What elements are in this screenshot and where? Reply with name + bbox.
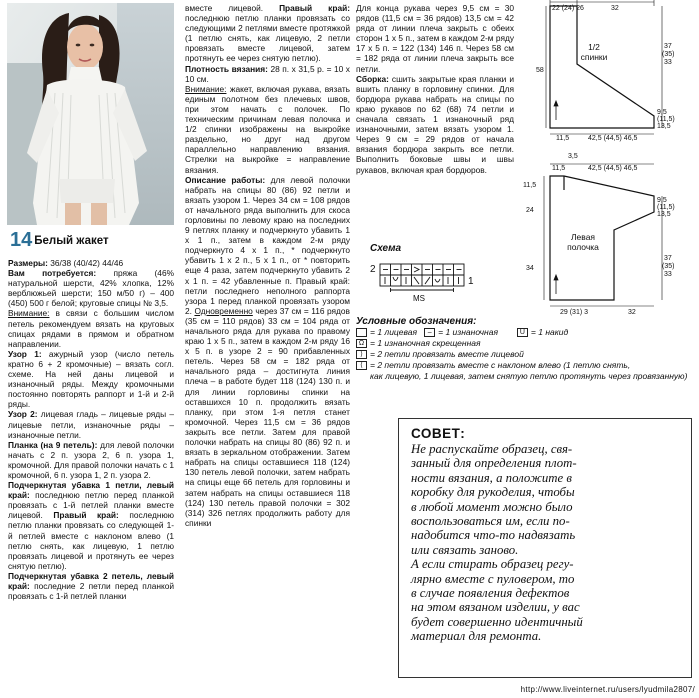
legend-row-1: [356, 338, 696, 349]
advice-title: СОВЕТ:: [411, 426, 466, 441]
assembly-value: сшить закрытые края планки и вшить планку в горловину спинки. Для бордюра рукава набрать на спицы по краю рукавов по 62 (68) 74 петли и сначала связать 1 изнаночный ряд изнаночными, затем вязать узором 1. Через 9 см = 29 рядов от начала вязания бордюра закрыть все петли. Выполнить боковые швы и швы рукавов, включая края бордюров.: [356, 73, 514, 175]
legend-row-3: [356, 360, 696, 371]
pattern1-value: ажурный узор (число петель кратно 6 + 2 кромочные) – вязать согл. схеме. На ней даны лицевой и изнаночный ряды. Между кромочными постоянно повторять раппорт и 1-й и 2-й ряды.: [8, 348, 174, 410]
decrease2-right-label: Правый край:: [279, 3, 350, 13]
work-value-a: для левой полочки набрать на спицы 80 (86) 92 петли и вязать узором 1. Через 34 см = 108 рядов от начального ряда выполнить для скоса горловины по левому краю на последних 9 петлях планку и подчеркнуто убавить 1 х 1 п., затем в каждом 2-м ряду подчеркнуто 4 х 1 п., * подчеркнуто убавить 1 х 2 п., 5 х 1 п., от * повторить еще 4 раза, затем подчеркнуто убавить 2 х 1 п. = 42 убавленные п. Правый край: петли последнего неполного раппорта узора 1 перед планкой провязать узором 2.: [185, 174, 350, 316]
legend-text-ssk: = 2 петли провязать вместе с наклоном влево (1 петлю снять,: [370, 360, 631, 370]
advice-line: Не распускайте образец, свя-: [411, 442, 573, 456]
plank-value: для левой полочки начать с 2 п. узора 2, 6 п. узора 1, кромочной. Для правой полочки начать с 1 кромочной, 6 п. узора 1, 2 п. узора 2.: [8, 439, 174, 480]
advice-box: [398, 418, 692, 678]
dim-37-front: 37: [664, 255, 672, 262]
decrease1-paragraph: [8, 480, 174, 571]
yarn-over-icon: U: [517, 328, 528, 337]
model-photo-illustration: [7, 3, 174, 225]
decrease2-continued-text: вместе лицевой.: [185, 3, 264, 13]
advice-line: ности вязания, а положите в: [411, 470, 572, 485]
pattern-schematic: [516, 0, 699, 322]
density-paragraph: [185, 64, 350, 84]
dim-29: 29 (31) 3: [560, 309, 589, 316]
front-outline: [550, 176, 654, 300]
decrease1-value: последнюю петлю перед планкой провязать с 1-й петлей планки вместе лицевой.: [8, 490, 174, 521]
dim-58: 58: [536, 67, 544, 74]
knit-stitch-icon: [356, 328, 367, 337]
materials-label: Вам потребуется:: [8, 268, 97, 279]
dim-33-front: 33: [664, 271, 672, 278]
legend-row-4: [356, 371, 696, 382]
back-outline: [550, 6, 654, 128]
simultaneously-label: Одновременно: [194, 305, 253, 316]
advice-line: в любой момент можно было: [411, 499, 573, 514]
legend-text-knit: = 1 лицевая: [370, 327, 418, 337]
dim-32: 32: [611, 5, 619, 12]
decrease2-value: последние 2 петли перед планкой провязать с 1-й петлей планки: [8, 581, 174, 602]
dim-9-5: 9,5: [657, 109, 667, 116]
decrease1-right-label: Правый край:: [53, 510, 119, 521]
dim-9-5-front: 9,5: [657, 197, 667, 204]
attention-label: Внимание:: [8, 308, 50, 319]
dim-22: 22 (24) 26: [552, 5, 584, 12]
advice-line: занный для определения плот-: [411, 456, 577, 471]
sizes-value: 36/38 (40/42) 44/46: [50, 258, 124, 268]
legend-row-0: [356, 327, 696, 338]
materials-value: пряжа (46% натуральной шерсти, 42% хлопка, 12% верблюжьей шерсти; 150 м/50 г) – 400 (450) 500 г белой; круговые спицы № 3,5.: [8, 268, 174, 309]
ms-label: MS: [413, 294, 425, 303]
dim-11-5-front-top: 11,5: [552, 165, 566, 172]
source-url[interactable]: http://www.liveinternet.ru/users/lyudmila2807/: [520, 685, 695, 694]
dim-32-front: 32: [628, 309, 636, 316]
dim-3-5: 3,5: [568, 153, 578, 160]
dim-13-5: 13,5: [657, 123, 671, 130]
attention-value: в связи с большим числом петель рекомендуем вязать на круговых спицах рядами в прямом и обратном направлении.: [8, 308, 174, 349]
dim-11-5-front-left: 11,5: [523, 182, 537, 189]
advice-line: надобится что-то надвязать: [411, 528, 576, 543]
work-paragraph: [185, 175, 350, 528]
work-label: Описание работы:: [185, 174, 266, 185]
ssk-icon: ⟨: [356, 361, 367, 370]
decrease2-label: Подчеркнутая убавка 2 петель, левый край:: [8, 570, 174, 591]
density-value: 28 п. х 31,5 р. = 10 х 10 см.: [185, 63, 350, 84]
dim-37: 37: [664, 43, 672, 50]
twisted-purl-icon: Ω: [356, 339, 367, 348]
dim-34: 34: [526, 265, 534, 272]
purl-stitch-icon: –: [424, 328, 435, 337]
attention2-label: Внимание:: [185, 83, 227, 94]
decrease2-right-value: последнюю петлю планки провязать со следующими 2 петлями вместе протяжкой (1 петлю снять, как лицевую, 2 петли провязать вместе лицевой, затем протянуть ее через снятую петлю).: [185, 13, 350, 64]
attention2-value: жакет, включая рукава, вязать единым полотном без плечевых швов, при этом начать с полочек. По техническим причинам левая полочка и 1/2 спинки изображены на выкройке раздельно, но друг над другом параллельно направлению вязания. Стрелки на выкройке = направление вязания.: [185, 83, 350, 175]
dim-24: 24: [526, 207, 534, 214]
stitch-chart: [364, 238, 524, 320]
instructions-column-1: [8, 258, 174, 698]
row-number-2: 2: [370, 264, 376, 275]
advice-line: лярно вместе с пуловером, то: [411, 571, 575, 586]
dim-35-front: (35): [662, 263, 675, 270]
legend-text-ssk-continued: как лицевую, 1 лицевая, затем снятую петлю протянуть через провязанную): [370, 371, 688, 381]
legend-text-twisted-purl: = 1 изнаночная скрещенная: [370, 338, 481, 348]
instructions-column-2: [185, 3, 350, 698]
legend-row-2: [356, 349, 696, 360]
plank-paragraph: [8, 440, 174, 480]
legend-text-purl: = 1 изнаночная: [438, 327, 499, 337]
density-label: Плотность вязания:: [185, 63, 268, 74]
front-label-line1: Левая: [570, 232, 596, 242]
advice-line: материал для ремонта.: [411, 629, 542, 644]
assembly-label: Сборка:: [356, 73, 389, 84]
materials-paragraph: [8, 268, 174, 308]
sleeve-end-paragraph: Для конца рукава через 9,5 см = 30 рядов (11,5 см = 36 рядов) 13,5 см = 42 ряда от линии плеча закрыть с обеих сторон 1 х 5 п., затем в каждом 2-м ряду 17 х 5 п. = 122 (134) 146 п. Через 58 см = 182 ряда от линии плеча закрыть все петли.: [356, 3, 514, 74]
dim-11-5-back: 11,5: [556, 135, 570, 142]
advice-line: на этом вязаном изделии, у вас: [411, 600, 580, 615]
advice-line: воспользоваться им, если по-: [411, 514, 570, 529]
dim-11-5-front-paren: (11,5): [657, 204, 675, 211]
decrease2-paragraph: [8, 571, 174, 601]
dim-13-5-front: 13,5: [657, 211, 671, 218]
advice-line: в случае появления дефектов: [411, 586, 570, 601]
dim-35: (35): [662, 51, 675, 58]
legend-text-yarn-over: = 1 накид: [530, 327, 569, 337]
pattern2-paragraph: [8, 409, 174, 439]
model-photo: [7, 3, 174, 225]
pattern1-label: Узор 1:: [8, 348, 42, 359]
decrease2-continued: [185, 3, 350, 64]
advice-body: [411, 442, 681, 644]
work-value-b: через 37 см = 116 рядов (35 см = 110 рядов) 33 см = 104 ряда от начального ряда для рукава по правому краю 1 х 5 п., затем в каждом 2-м ряду 16 х 5 п. в узоре 2 = 90 прибавленных петель. Через 58 см = 182 ряда от начального ряда – достигнута линия плеча – в работе будет 118 (124) 130 п. и для линии горловины спинки на оставшихся 10 п. продолжить вязать планку, при этом 1-я петля станет кромочной. Через 11,5 см = 36 рядов закрыть все петли. Затем для правой полочки набрать на спицы 80 (86) 92 п. и вязать в зеркальном отображении. Затем набрать на спицы оставшиеся 118 (124) 130 петель левой полочки, затем набрать на спицы еще 66 петель для горловины и затем набрать на спицы оставшиеся 118 (124) 130 петель правой полочки = 302 (314) 326 петлях продолжить работу для спинки: [185, 305, 350, 528]
plank-label: Планка (на 9 петель):: [8, 439, 98, 450]
instructions-column-3: [356, 3, 514, 233]
dim-11-5-paren: (11,5): [657, 116, 675, 123]
stitch-chart-title: Схема: [370, 243, 402, 254]
attention-paragraph: [8, 308, 174, 348]
advice-line: А если стирать образец регу-: [411, 557, 574, 572]
advice-line: будет совершенно идентичный: [411, 614, 583, 629]
decrease1-right-value: последнюю петлю планки провязать со следующей 1-й петлей вместе с наклоном влево (1 петлю снять, как лицевую, 1 петлю провязать лицевой и протянуть ее через снятую петлю).: [8, 510, 174, 571]
legend-text-k2tog: = 2 петли провязать вместе лицевой: [370, 349, 524, 359]
decrease1-label: Подчеркнутая убавка 1 петли, левый край:: [8, 480, 174, 501]
pattern2-value: лицевая гладь – лицевые ряды – лицевые петли, изнаночные ряды – изнаночные петли.: [8, 409, 174, 440]
legend: [356, 316, 696, 416]
back-label-line2: спинки: [580, 52, 608, 62]
sizes-paragraph: [8, 258, 174, 268]
dim-42-5-back: 42,5 (44,5) 46,5: [588, 135, 638, 142]
dim-42-5-front: 42,5 (44,5) 46,5: [588, 165, 638, 172]
pattern-number: 14: [10, 229, 33, 251]
pattern2-label: Узор 2:: [8, 409, 38, 420]
pattern-name: Белый жакет: [34, 234, 109, 247]
dim-33: 33: [664, 59, 672, 66]
assembly-paragraph: [356, 74, 514, 175]
legend-title: Условные обозначения:: [356, 316, 477, 327]
front-label-line2: полочка: [567, 242, 599, 252]
row-number-1: 1: [468, 276, 474, 287]
advice-line: коробку для рукоделия, чтобы: [411, 485, 575, 500]
attention2-paragraph: [185, 84, 350, 175]
advice-line: или связать заново.: [411, 542, 519, 557]
sizes-label: Размеры:: [8, 258, 48, 268]
back-label-line1: 1/2: [588, 42, 600, 52]
k2tog-icon: ⟩: [356, 350, 367, 359]
pattern1-paragraph: [8, 349, 174, 410]
pattern-title: [10, 229, 109, 252]
